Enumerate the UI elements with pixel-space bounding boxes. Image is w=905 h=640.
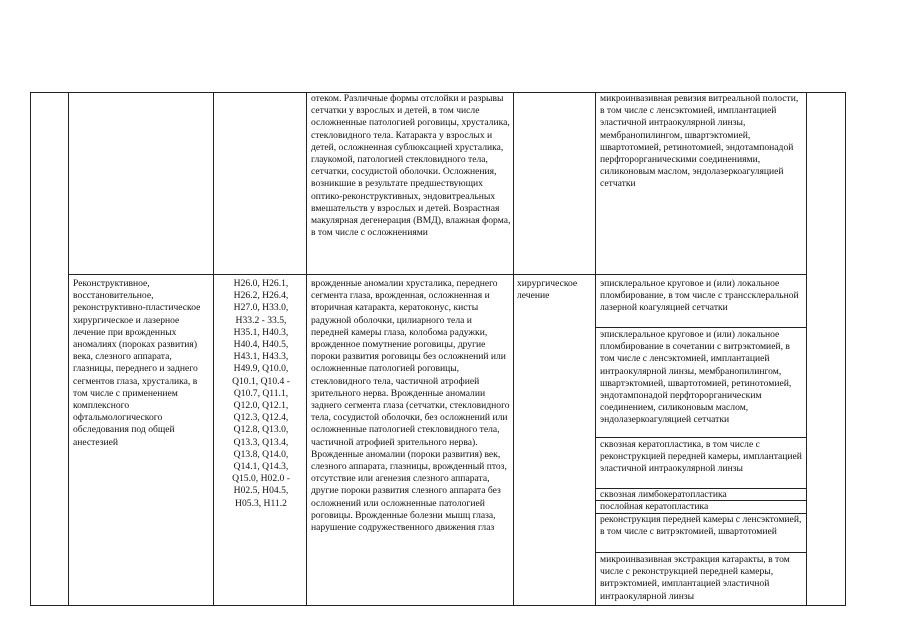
method-border [595,327,806,328]
method-border [595,552,806,553]
method-item: микроинвазивная экстракция катаракты, в том числе с реконструкцией передней камеры, витрэктомией, имплантацией эластичной интраокулярной линзы [600,554,790,602]
diagnosis-cell-continued: отеком. Различные формы отслойки и разрывы сетчатки у взрослых и детей, в том числе осложненные патологией роговицы, хрусталика, стекловидного тела. Катаракта у взрослых и детей, осложненная сублюксацией хрусталика, глаукомой, патологией стекловидного тела, сетчатки, сосудистой оболочки. Осложнения, возникшие в результате предшествующих оптико-реконструктивных, эндовитреальных вмешательств у взрослых и детей. Возрастная макулярная дегенерация (ВМД), влажная форма, в том числе с осложнениями [311,93,511,239]
method-border [595,437,806,438]
column-border [513,92,514,606]
icd-codes-cell: H26.0, H26.1, H26.2, H26.4, H27.0, H33.0, H33.2 - 33.5, H35.1, H40.3, H40.4, H40.5, H43.1, H43.3, H49.9, Q10.0, Q10.1, Q10.4 - Q10.7, Q11.1, Q12.0, Q12.1, Q12.3, Q12.4, Q12.8, Q13.0, Q13.3, Q13.4, Q13.8, Q14.0, Q14.1, Q14.3, Q15.0, H02.0 - H02.5, H04.5, H05.3, H11.2 [232,278,290,509]
method-item: эписклеральное круговое и (или) локальное пломбирование в сочетании с витрэктомией, в том числе с ленсэктомией, имплантацией интраокулярной линзы, мембранопилингом, швартэктомией, швартотомией, ретинотомией, эндотампонадой перфторорганическим соединением, силиконовым маслом, эндолазеркоагуляцией сетчатки [600,329,792,426]
row-border [68,274,806,275]
procedure-name-cell: Реконструктивное, восстановительное, реконструктивно-пластическое хирургическое и лазерное лечение при врожденных аномалиях (пороках развития) века, слезного аппарата, глазницы, переднего и заднего сегментов глаза, хрусталика, в том числе с применением комплексного офтальмологического обследования под общей анестезией [73,278,201,448]
column-border [806,92,807,606]
method-item: эписклеральное круговое и (или) локальное пломбирование, в том числе с транссклеральной лазерной коагуляцией сетчатки [600,278,799,314]
column-border [845,92,846,606]
method-item: реконструкция передней камеры с ленсэктомией, в том числе с витрэктомией, швартотомией [600,514,802,538]
method-item: сквозная лимбокератопластика [600,489,727,500]
column-border [213,92,214,606]
column-border [595,92,596,606]
method-item: сквозная кератопластика, в том числе с реконструкцией передней камеры, имплантацией эластичной интраокулярной линзы [600,439,802,475]
method-cell-continued: микроинвазивная ревизия витреальной полости, в том числе с ленсэктомией, имплантацией эластичной интраокулярной линзы, мембранопилингом, швартэктомией, швартотомией, ретинотомией, эндотампонадой перфторорганическими соединениями, силиконовым маслом, эндолазеркоагуляцией сетчатки [600,93,799,190]
row-border [30,605,846,606]
treatment-type-cell: хирургическое лечение [517,278,578,302]
diagnosis-cell: врожденные аномалии хрусталика, переднего сегмента глаза, врожденная, осложненная и вторичная катаракта, кератоконус, кисты радужной оболочки, цилиарного тела и передней камеры глаза, колобома радужки, врожденное помутнение роговицы, другие пороки развития роговицы без осложнений или осложненные патологией роговицы, стекловидного тела, частичной атрофией зрительного нерва. Врожденные аномалии заднего сегмента глаза (сетчатки, стекловидного тела, сосудистой оболочки, без осложнений или осложненные патологией стекловидного тела, частичной атрофией зрительного нерва). Врожденные аномалии (пороки развития) век, слезного аппарата, глазницы, врожденный птоз, отсутствие или агенезия слезного аппарата, другие пороки развития слезного аппарата без осложнений или осложненные патологией роговицы. Врожденные болезни мышц глаза, нарушение содружественного движения глаз [311,278,510,534]
column-border [306,92,307,606]
column-border [68,92,69,606]
procedures-table [30,92,846,606]
method-item: послойная кератопластика [600,501,709,512]
column-border [30,92,31,606]
